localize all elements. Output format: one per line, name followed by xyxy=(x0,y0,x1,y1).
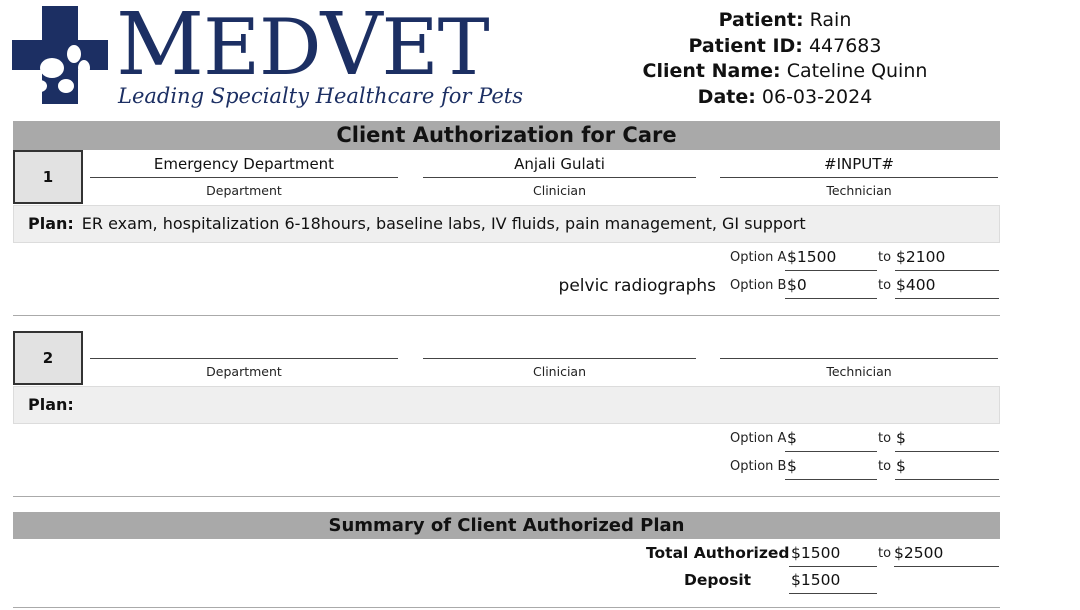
section-2-option-a-from[interactable]: $ xyxy=(787,429,797,447)
section-2-option-b-to-label: to xyxy=(878,459,892,474)
total-authorized-from[interactable]: $1500 xyxy=(791,544,841,562)
page-title: Client Authorization for Care xyxy=(13,121,1000,150)
section-2-technician-line xyxy=(720,358,998,359)
section-1-option-b-from[interactable]: $0 xyxy=(787,276,807,294)
section-1-option-a-from[interactable]: $1500 xyxy=(787,248,837,266)
date-row: Date: 06-03-2024 xyxy=(697,85,873,108)
section-1-option-a-label: Option A xyxy=(730,250,787,265)
section-2-clinician-caption: Clinician xyxy=(533,364,586,379)
section-divider xyxy=(13,496,1000,497)
patient-name-row: Patient: Rain xyxy=(718,9,852,31)
section-2-technician-caption: Technician xyxy=(826,364,892,379)
total-authorized-to[interactable]: $2500 xyxy=(894,544,944,562)
section-1-plan[interactable]: Plan: ER exam, hospitalization 6-18hours, baseline labs, IV fluids, pain management, GI support xyxy=(13,205,1000,243)
section-2-number: 2 xyxy=(13,331,83,385)
section-1-number: 1 xyxy=(13,150,83,204)
section-1-department-caption: Department xyxy=(206,183,282,198)
section-1-option-b-to[interactable]: $400 xyxy=(896,276,936,294)
section-2-option-a-to[interactable]: $ xyxy=(896,429,906,447)
paw-cross-icon xyxy=(12,6,108,104)
section-1-option-b-to-label: to xyxy=(878,278,892,293)
section-2-plan[interactable]: Plan: xyxy=(13,386,1000,424)
section-1-option-a-to[interactable]: $2100 xyxy=(896,248,946,266)
section-1-technician-caption: Technician xyxy=(826,183,892,198)
section-1-department-line xyxy=(90,177,398,178)
section-1-procedure: pelvic radiographs xyxy=(558,276,716,296)
deposit-label: Deposit xyxy=(684,571,752,589)
section-1-option-a-to-label: to xyxy=(878,250,892,265)
section-2-option-b-label: Option B xyxy=(730,459,787,474)
section-1-technician-field[interactable]: #INPUT# xyxy=(824,155,894,173)
section-1-department-field[interactable]: Emergency Department xyxy=(153,155,335,173)
section-2-department-line xyxy=(90,358,398,359)
section-1-technician-line xyxy=(720,177,998,178)
brand-wordmark: MEDVET xyxy=(116,0,489,95)
section-2-clinician-line xyxy=(423,358,696,359)
brand-tagline: Leading Specialty Healthcare for Pets xyxy=(118,84,523,108)
deposit-value[interactable]: $1500 xyxy=(791,571,841,589)
total-authorized-to-label: to xyxy=(878,546,892,561)
summary-title: Summary of Client Authorized Plan xyxy=(13,512,1000,539)
section-1-option-b-label: Option B xyxy=(730,278,787,293)
section-divider xyxy=(13,315,1000,316)
section-1-clinician-field[interactable]: Anjali Gulati xyxy=(514,155,605,173)
section-2-option-b-from[interactable]: $ xyxy=(787,457,797,475)
medvet-logo xyxy=(12,0,523,112)
section-2-option-b-to[interactable]: $ xyxy=(896,457,906,475)
client-name-row: Client Name: Cateline Quinn xyxy=(642,60,928,82)
total-authorized-label: Total Authorized xyxy=(646,544,790,562)
section-1-clinician-caption: Clinician xyxy=(533,183,586,198)
section-2-option-a-label: Option A xyxy=(730,431,787,446)
section-2-department-caption: Department xyxy=(206,364,282,379)
section-2-option-a-to-label: to xyxy=(878,431,892,446)
patient-info xyxy=(610,8,960,110)
section-1-clinician-line xyxy=(423,177,696,178)
patient-id-row: Patient ID: 447683 xyxy=(688,34,882,57)
page-bottom-divider xyxy=(13,607,1000,608)
